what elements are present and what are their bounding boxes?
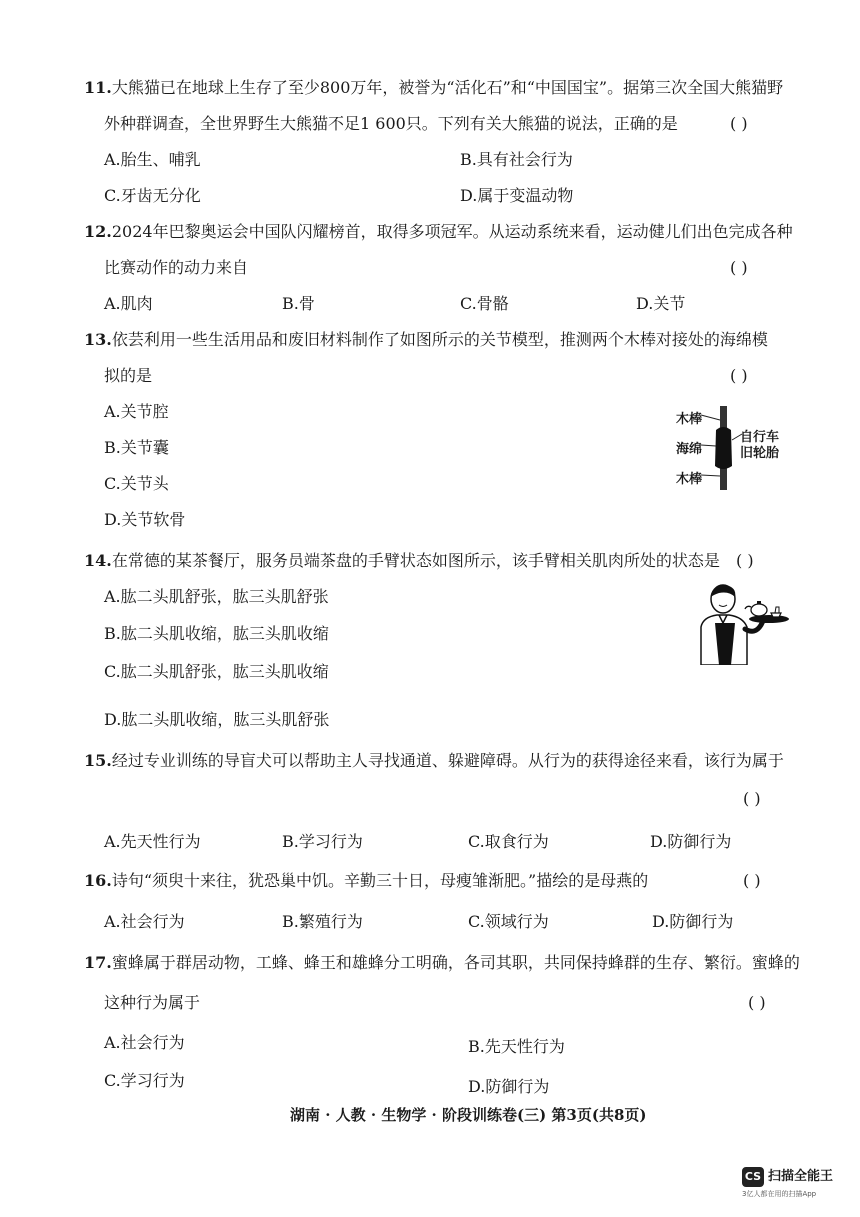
option-a: A.肱二头肌舒张，肱三头肌舒张 xyxy=(104,587,329,606)
waiter-figure xyxy=(695,583,791,665)
option-d: D.防御行为 xyxy=(468,1077,550,1096)
question-number: 12. xyxy=(84,222,112,241)
question-13 xyxy=(84,329,768,351)
question-text-cont: 拟的是 xyxy=(104,366,153,385)
label-sponge: 海绵 xyxy=(676,442,703,457)
option-d: D.属于变温动物 xyxy=(460,186,574,205)
label-bike-tire-1: 自行车 xyxy=(740,430,780,445)
question-text: 经过专业训练的导盲犬可以帮助主人寻找通道、躲避障碍。从行为的获得途径来看，该行为属于 xyxy=(111,751,784,770)
option-c: C.关节头 xyxy=(104,474,169,493)
question-number: 17. xyxy=(84,953,112,972)
option-c: C.取食行为 xyxy=(468,832,549,851)
joint-model-figure xyxy=(676,404,786,494)
scanner-logo-icon: CS xyxy=(742,1167,764,1187)
option-b: B.关节囊 xyxy=(104,438,169,457)
option-a: A.社会行为 xyxy=(104,912,185,931)
question-text: 大熊猫已在地球上生存了至少800万年，被誉为“活化石”和“中国国宝”。据第三次全国大熊猫野 xyxy=(111,78,784,97)
question-17 xyxy=(84,952,800,974)
answer-blank[interactable]: ( ) xyxy=(736,551,754,570)
answer-blank[interactable]: ( ) xyxy=(743,789,761,808)
question-text: 2024年巴黎奥运会中国队闪耀榜首，取得多项冠军。从运动系统来看，运动健儿们出色完成各种 xyxy=(111,222,793,241)
answer-blank[interactable]: ( ) xyxy=(730,258,748,277)
answer-blank[interactable]: ( ) xyxy=(730,366,748,385)
question-16 xyxy=(84,870,648,892)
scanner-watermark xyxy=(742,1167,842,1211)
option-c: C.牙齿无分化 xyxy=(104,186,201,205)
option-d: D.防御行为 xyxy=(652,912,734,931)
label-wood-stick-top: 木棒 xyxy=(676,412,703,427)
question-14 xyxy=(84,550,720,572)
option-c: C.骨骼 xyxy=(460,294,509,313)
question-number: 16. xyxy=(84,871,112,890)
option-c: C.肱二头肌舒张，肱三头肌收缩 xyxy=(104,662,329,681)
question-text: 依芸利用一些生活用品和废旧材料制作了如图所示的关节模型，推测两个木棒对接处的海绵模 xyxy=(111,330,768,349)
answer-blank[interactable]: ( ) xyxy=(748,993,766,1012)
option-b: B.肱二头肌收缩，肱三头肌收缩 xyxy=(104,624,329,643)
option-c: C.领域行为 xyxy=(468,912,549,931)
option-b: B.具有社会行为 xyxy=(460,150,573,169)
question-11 xyxy=(84,77,783,99)
question-text: 在常德的某茶餐厅，服务员端茶盘的手臂状态如图所示，该手臂相关肌肉所处的状态是 xyxy=(111,551,720,570)
question-15 xyxy=(84,750,784,772)
option-d: D.防御行为 xyxy=(650,832,732,851)
question-number: 15. xyxy=(84,751,112,770)
question-number: 14. xyxy=(84,551,112,570)
question-text-cont: 这种行为属于 xyxy=(104,993,201,1012)
option-a: A.关节腔 xyxy=(104,402,169,421)
option-a: A.社会行为 xyxy=(104,1033,185,1052)
tire-wrap xyxy=(715,427,732,469)
scanner-tagline: 3亿人都在用的扫描App xyxy=(742,1190,817,1198)
question-text: 蜜蜂属于群居动物，工蜂、蜂王和雄蜂分工明确，各司其职，共同保持蜂群的生存、繁衍。蜜蜂的 xyxy=(111,953,800,972)
option-d: D.关节软骨 xyxy=(104,510,186,529)
option-a: A.肌肉 xyxy=(104,294,153,313)
scanner-app-name: 扫描全能王 xyxy=(768,1169,834,1184)
answer-blank[interactable]: ( ) xyxy=(730,114,748,133)
question-number: 13. xyxy=(84,330,112,349)
question-text: 诗句“须臾十来往，犹恐巢中饥。辛勤三十日，母瘦雏渐肥。”描绘的是母燕的 xyxy=(111,871,649,890)
option-b: B.学习行为 xyxy=(282,832,363,851)
waiter-illustration xyxy=(695,583,791,665)
label-wood-stick-bottom: 木棒 xyxy=(676,472,703,487)
page-footer: 湖南 · 人教 · 生物学 · 阶段训练卷(三) 第3页(共8页) xyxy=(290,1106,647,1124)
option-a: A.胎生、哺乳 xyxy=(104,150,201,169)
option-d: D.肱二头肌收缩，肱三头肌舒张 xyxy=(104,710,330,729)
question-number: 11. xyxy=(84,78,112,97)
label-bike-tire-2: 旧轮胎 xyxy=(740,446,780,461)
question-text-cont: 比赛动作的动力来自 xyxy=(104,258,249,277)
option-b: B.先天性行为 xyxy=(468,1037,565,1056)
option-b: B.骨 xyxy=(282,294,315,313)
question-text-cont: 外种群调查，全世界野生大熊猫不足1 600只。下列有关大熊猫的说法，正确的是 xyxy=(104,114,678,133)
question-12 xyxy=(84,221,793,243)
option-c: C.学习行为 xyxy=(104,1071,185,1090)
option-d: D.关节 xyxy=(636,294,686,313)
answer-blank[interactable]: ( ) xyxy=(743,871,761,890)
option-b: B.繁殖行为 xyxy=(282,912,363,931)
option-a: A.先天性行为 xyxy=(104,832,201,851)
